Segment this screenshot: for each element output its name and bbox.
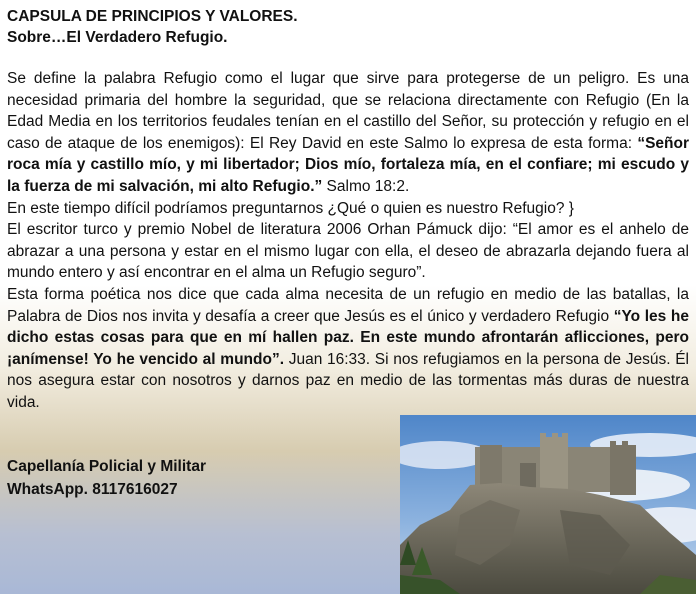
- psalm-quote: “Señor roca mía y castillo mío, y mi libertador; Dios mío, fortaleza mía, en el confiare; mi escudo y la fuerza de mi salvación, mi alto Refugio.”: [7, 134, 689, 195]
- paragraph-4-text: Esta forma poética nos dice que cada alma necesita de un refugio en medio de las batallas, la Palabra de Dios nos invita y desafía a creer que Jesús es el único y verdadero Refugio: [7, 285, 689, 325]
- organization-name: Capellanía Policial y Militar: [7, 458, 206, 475]
- document-subtitle: Sobre…El Verdadero Refugio.: [7, 29, 228, 46]
- paragraph-1-text: Se define la palabra Refugio como el lugar que sirve para protegerse de un peligro. Es una necesidad primaria del hombre la seguridad, que se relaciona directamente con Refugio (En la Edad Media en los territorios feudales tenían en el castillo del Señor, su protección y refugio en el caso de ataque de los enemigos): El Rey David en este Salmo lo expresa de esta forma:: [7, 70, 689, 152]
- john-reference: Juan 16:33. Si nos refugiamos en la persona de Jesús. Él nos asegura estar con nosotros y darnos paz en medio de las tormentas más duras de nuestra vida.: [7, 350, 689, 411]
- castle-illustration: [400, 415, 696, 594]
- john-quote: “Yo les he dicho estas cosas para que en mí hallen paz. En este mundo afrontarán aflicciones, pero ¡anímense! Yo he vencido al mundo”.: [7, 307, 689, 368]
- document-body: [7, 6, 689, 414]
- paragraph-3: El escritor turco y premio Nobel de literatura 2006 Orhan Pámuck dijo: “El amor es el anhelo de abrazar a una persona y estar en el mismo lugar con ella, el deseo de abrazarla dejando fuera al mundo entero y así encontrar en el alma un Refugio seguro”.: [7, 221, 689, 282]
- castle-on-rock-photo: [400, 415, 696, 594]
- psalm-reference: Salmo 18:2.: [322, 177, 410, 195]
- document-title: CAPSULA DE PRINCIPIOS Y VALORES.: [7, 8, 298, 25]
- signature-block: [7, 455, 206, 501]
- paragraph-2: En este tiempo difícil podríamos preguntarnos ¿Qué o quien es nuestro Refugio? }: [7, 199, 574, 217]
- paragraph-1: [7, 68, 689, 198]
- paragraph-4: [7, 284, 689, 414]
- whatsapp-contact: WhatsApp. 8117616027: [7, 481, 178, 498]
